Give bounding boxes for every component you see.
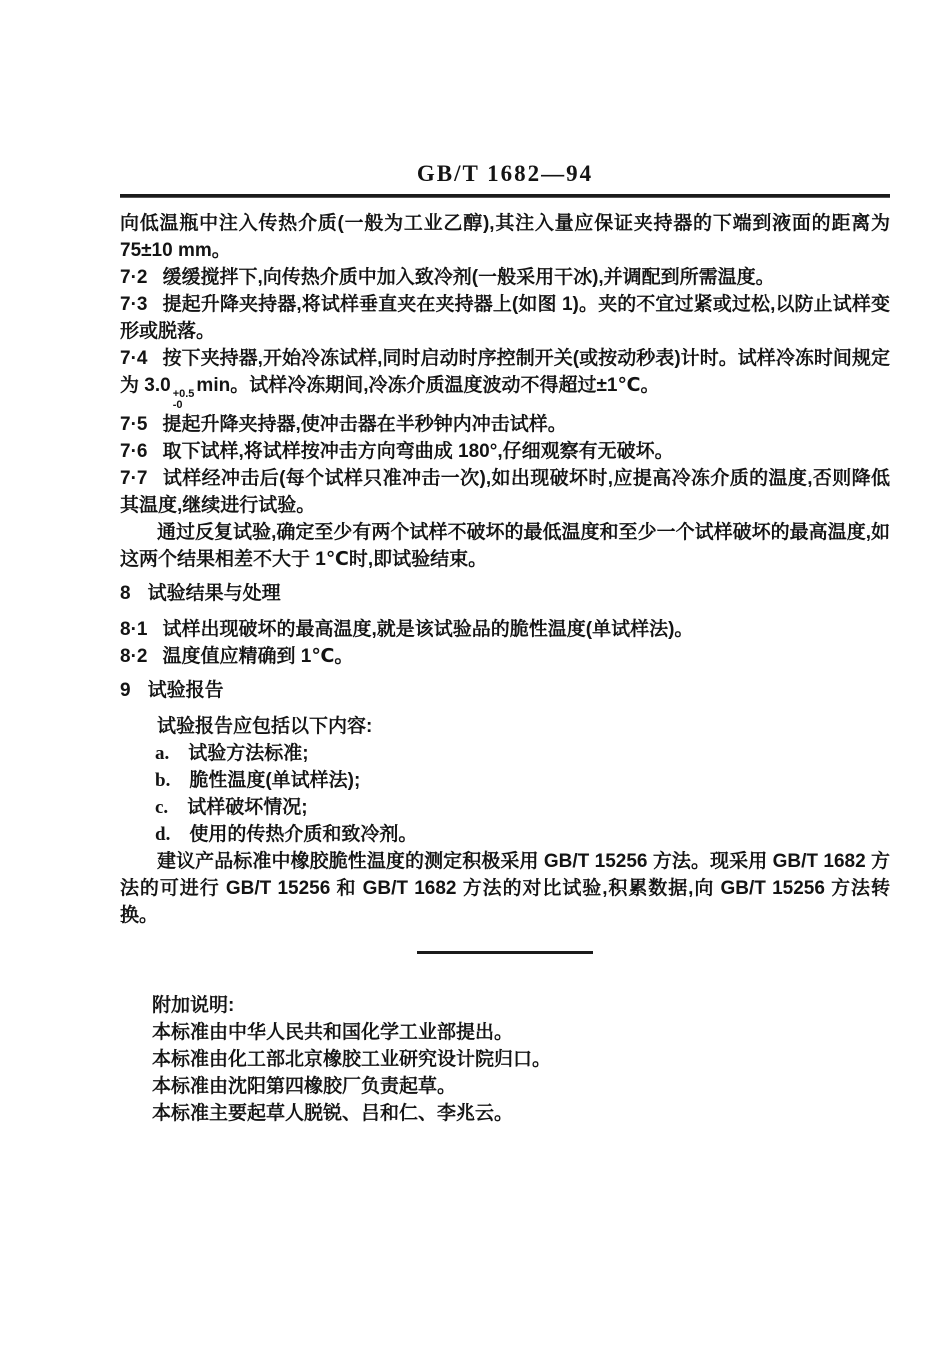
note-paragraph-23: 本标准主要起草人脱锐、吕和仁、李兆云。 — [152, 1103, 514, 1124]
clause-number: 9 — [120, 680, 131, 701]
note-paragraph-22: 本标准由沈阳第四橡胶厂负责起草。 — [152, 1076, 457, 1097]
clause-7-4: 7·4 按下夹持器,开始冷冻试样,同时启动时序控制开关(或按动秒表)计时。试样冷冻时间规定为 3.0 +0.5 -0 min。试样冷冻期间,冷冻介质温度波动不得超过±1℃。 — [120, 348, 890, 411]
clause-8-2: 8·2 温度值应精确到 1℃。 — [120, 646, 354, 667]
clause-number: 7·7 — [120, 468, 148, 489]
clause-7-3: 7·3 提起升降夹持器,将试样垂直夹在夹持器上(如图 1)。夹的不宜过紧或过松,以防止试样变形或脱落。 — [120, 294, 890, 342]
clause-7-5: 7·5 提起升降夹持器,使冲击器在半秒钟内冲击试样。 — [120, 414, 567, 435]
tolerance-notation: +0.5 -0 — [172, 388, 195, 411]
indent-paragraph-7: 通过反复试验,确定至少有两个试样不破坏的最低温度和至少一个试样破坏的最高温度,如这两个结果相差不大于 1℃时,即试验结束。 — [120, 522, 890, 570]
note-paragraph-21: 本标准由化工部北京橡胶工业研究设计院归口。 — [152, 1049, 552, 1070]
clause-7-6: 7·6 取下试样,将试样按冲击方向弯曲成 180°,仔细观察有无破坏。 — [120, 441, 674, 462]
list-d: d. 使用的传热介质和致冷剂。 — [155, 824, 418, 845]
clause-number: 7·3 — [120, 294, 148, 315]
clause-number: 7·2 — [120, 267, 148, 288]
clause-7-2: 7·2 缓缓搅拌下,向传热介质中加入致冷剂(一般采用干冰),并调配到所需温度。 — [120, 267, 775, 288]
doc-number: GB/T 1682—94 — [416, 161, 594, 186]
heading-9: 9 试验报告 — [120, 680, 224, 701]
list-b: b. 脆性温度(单试样法); — [155, 770, 361, 791]
clause-number: a. — [155, 743, 170, 764]
indent-paragraph-17: 建议产品标准中橡胶脆性温度的测定积极采用 GB/T 15256 方法。现采用 GB/T 1682 方法的可进行 GB/T 15256 和 GB/T 1682 方法的对比试验,积累数据,向 GB/T 15256 方法转换。 — [120, 851, 890, 926]
clause-number: 7·4 — [120, 348, 148, 369]
clause-number: d. — [155, 824, 171, 845]
clause-number: 7·5 — [120, 414, 148, 435]
note-paragraph-20: 本标准由中华人民共和国化学工业部提出。 — [152, 1022, 514, 1043]
list-a: a. 试验方法标准; — [155, 743, 309, 764]
document-body — [120, 210, 890, 1127]
clause-8-1: 8·1 试样出现破坏的最高温度,就是该试验品的脆性温度(单试样法)。 — [120, 619, 694, 640]
clause-7-7: 7·7 试样经冲击后(每个试样只准冲击一次),如出现破坏时,应提高冷冻介质的温度,否则降低其温度,继续进行试验。 — [120, 468, 890, 516]
section-divider — [417, 951, 593, 954]
clause-number: 8·2 — [120, 646, 148, 667]
indent-paragraph-12: 试验报告应包括以下内容: — [157, 716, 373, 737]
note-title-paragraph-19: 附加说明: — [152, 995, 235, 1016]
document-column — [120, 160, 890, 1127]
clause-number: c. — [155, 797, 169, 818]
header-rule — [120, 194, 890, 198]
clause-number: 8 — [120, 583, 131, 604]
heading-8: 8 试验结果与处理 — [120, 583, 281, 604]
clause-number: 7·6 — [120, 441, 148, 462]
list-c: c. 试样破坏情况; — [155, 797, 308, 818]
body-paragraph-0: 向低温瓶中注入传热介质(一般为工业乙醇),其注入量应保证夹持器的下端到液面的距离为 75±10 mm。 — [120, 213, 890, 261]
clause-number: b. — [155, 770, 171, 791]
clause-number: 8·1 — [120, 619, 148, 640]
